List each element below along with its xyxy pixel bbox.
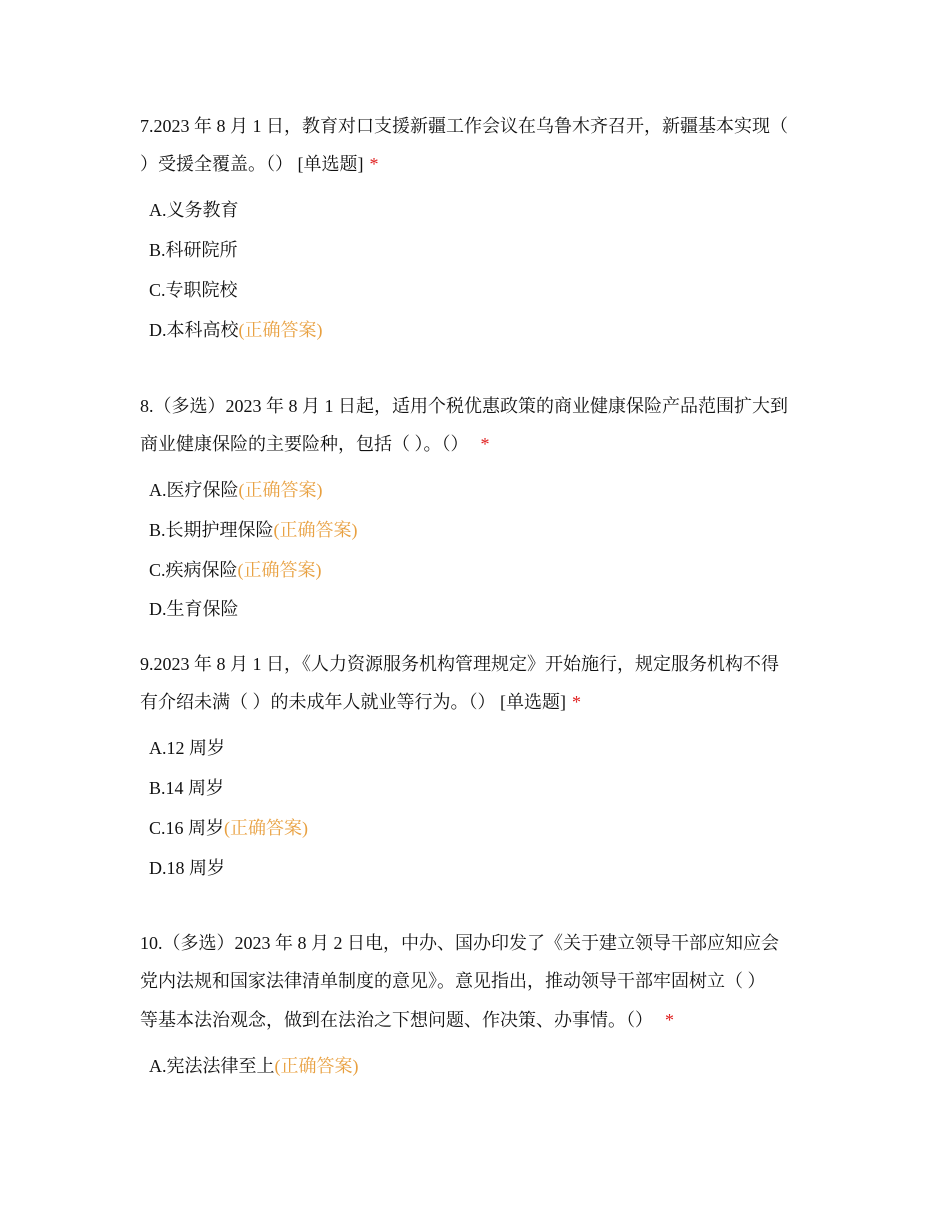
option-7a [149, 198, 239, 222]
option-label: B.14 周岁 [149, 778, 225, 798]
correct-answer-mark: (正确答案) [224, 818, 309, 838]
required-mark: * [480, 434, 490, 454]
option-label: D.18 周岁 [149, 858, 225, 878]
option-8a [149, 478, 323, 502]
correct-answer-mark: (正确答案) [273, 520, 358, 540]
option-7b [149, 238, 238, 262]
question-text: ）受援全覆盖。（） [单选题] [140, 154, 364, 174]
correct-answer-mark: (正确答案) [238, 320, 323, 340]
option-8d [149, 597, 239, 621]
required-mark: * [665, 1010, 674, 1030]
required-mark: * [369, 154, 379, 174]
question-7-line-2 [140, 152, 820, 176]
question-text: 党内法规和国家法律清单制度的意见》。意见指出，推动领导干部牢固树立（ ） [140, 971, 766, 991]
option-8b [149, 518, 358, 542]
correct-answer-mark: (正确答案) [274, 1056, 359, 1076]
option-9d [149, 856, 225, 880]
option-label: D.本科高校 [149, 320, 239, 340]
option-7d [149, 318, 323, 342]
option-label: A.宪法法律至上 [149, 1056, 275, 1076]
question-10-line-3 [140, 1008, 820, 1032]
option-label: C.疾病保险 [149, 560, 238, 580]
correct-answer-mark: (正确答案) [238, 480, 323, 500]
question-text: 8.（多选）2023 年 8 月 1 日起，适用个税优惠政策的商业健康保险产品范围扩大到 [140, 396, 788, 416]
option-label: C.16 周岁 [149, 818, 225, 838]
required-mark: * [572, 692, 581, 712]
question-10-line-2 [140, 969, 820, 993]
option-8c [149, 558, 322, 582]
question-text: 7.2023 年 8 月 1 日，教育对口支援新疆工作会议在乌鲁木齐召开，新疆基本实现（ [140, 116, 788, 136]
option-label: D.生育保险 [149, 599, 239, 619]
question-7-line-1 [140, 114, 820, 138]
question-9-line-1 [140, 652, 820, 676]
question-8-line-1 [140, 394, 820, 418]
question-text: 等基本法治观念，做到在法治之下想问题、作决策、办事情。（） [140, 1010, 653, 1030]
correct-answer-mark: (正确答案) [237, 560, 322, 580]
option-label: A.义务教育 [149, 200, 239, 220]
question-text: 9.2023 年 8 月 1 日，《人力资源服务机构管理规定》开始施行，规定服务机构不得 [140, 654, 779, 674]
option-label: B.科研院所 [149, 240, 238, 260]
option-7c [149, 278, 238, 302]
question-10-line-1 [140, 931, 820, 955]
option-9c [149, 816, 308, 840]
option-label: C.专职院校 [149, 280, 238, 300]
option-10a [149, 1054, 359, 1078]
question-text: 有介绍未满（ ）的未成年人就业等行为。（） [单选题] [140, 692, 566, 712]
option-9a [149, 736, 225, 760]
question-8-line-2 [140, 432, 820, 456]
question-text: 10.（多选）2023 年 8 月 2 日电，中办、国办印发了《关于建立领导干部应知应会 [140, 933, 779, 953]
option-9b [149, 776, 224, 800]
option-label: A.医疗保险 [149, 480, 239, 500]
option-label: B.长期护理保险 [149, 520, 274, 540]
question-9-line-2 [140, 690, 820, 714]
question-text: 商业健康保险的主要险种，包括（ ）。（） [140, 434, 469, 454]
option-label: A.12 周岁 [149, 738, 225, 758]
